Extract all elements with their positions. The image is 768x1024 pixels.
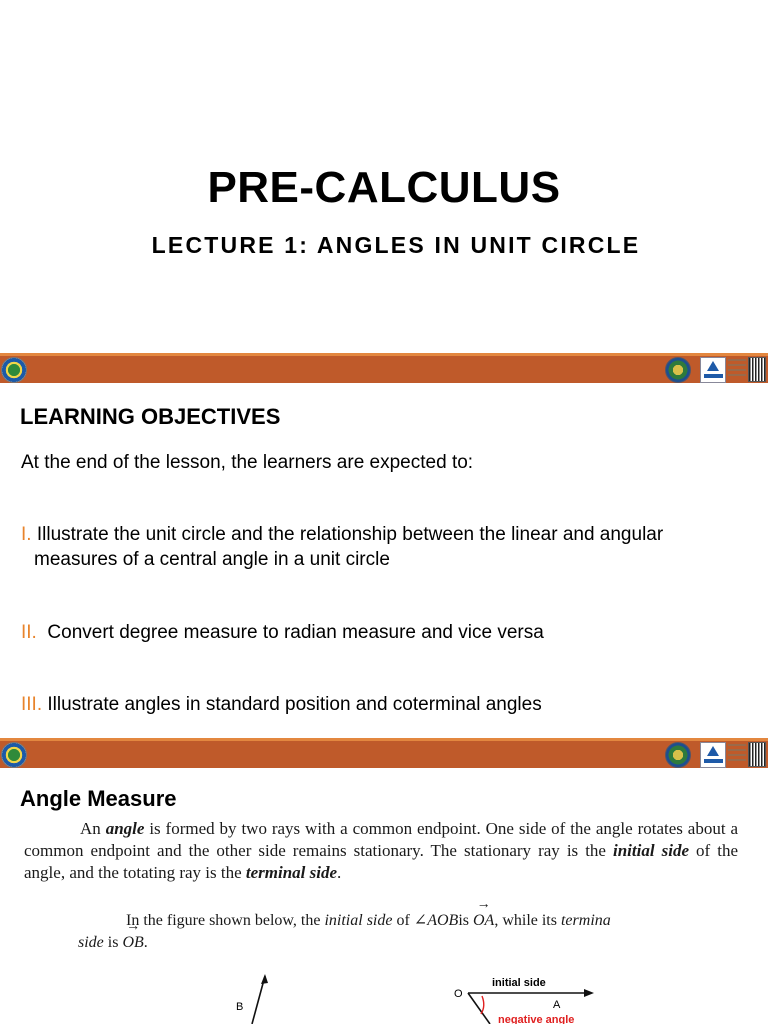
title-slide — [0, 0, 768, 352]
partner-seal-icon — [665, 742, 691, 768]
objective-numeral: III. — [21, 694, 43, 715]
certification-text-icon — [728, 359, 746, 381]
initial-ray-arrowhead — [584, 989, 594, 997]
school-seal-icon — [1, 357, 27, 383]
objective-numeral: II. — [21, 622, 37, 643]
slide-header-band — [0, 353, 768, 383]
figure-description-continued: side is → OB. — [78, 932, 718, 954]
ray-arrowhead — [261, 974, 268, 984]
objective-item — [21, 522, 761, 572]
negative-angle-label: negative angle — [498, 1014, 575, 1024]
partner-seal-icon — [665, 357, 691, 383]
qr-code-icon — [748, 357, 766, 382]
negative-angle-figure — [448, 972, 608, 1024]
positive-angle-figure — [230, 972, 280, 1024]
objectives-heading: LEARNING OBJECTIVES — [20, 404, 281, 429]
objective-item — [21, 620, 761, 645]
lecture-subtitle: LECTURE 1: ANGLES IN UNIT CIRCLE — [151, 232, 641, 258]
label-b: B — [236, 1001, 244, 1013]
angle-measure-heading: Angle Measure — [20, 786, 177, 811]
objective-text-continued: measures of a central angle in a unit circle — [34, 549, 390, 570]
objective-text: Convert degree measure to radian measure and vice versa — [36, 622, 544, 643]
slide-header-band — [0, 738, 768, 768]
initial-side-label: initial side — [492, 977, 546, 989]
objective-numeral: I. — [21, 524, 32, 545]
page-title: PRE-CALCULUS — [207, 163, 561, 212]
qr-code-icon — [748, 742, 766, 767]
objectives-intro: At the end of the lesson, the learners are expected to: — [21, 452, 474, 473]
certification-logo-icon — [700, 742, 726, 768]
angle-definition-paragraph: An angle is formed by two rays with a common endpoint. One side of the angle rotates about a common endpoint and the other side remains stationary. The stationary ray is the initial side of the angle, and the totating ray is the terminal side. — [24, 819, 738, 882]
school-seal-icon — [1, 742, 27, 768]
objective-text: Illustrate the unit circle and the relationship between the linear and angular — [31, 524, 664, 545]
objective-item — [21, 692, 761, 717]
objective-text: Illustrate angles in standard position and coterminal angles — [42, 694, 542, 715]
figure-description-paragraph: In the figure shown below, the initial side of ∠AOBis → OA, while its termina — [78, 910, 718, 932]
certification-logo-icon — [700, 357, 726, 383]
label-a: A — [553, 999, 561, 1011]
terminal-ray — [468, 993, 490, 1024]
certification-text-icon — [728, 744, 746, 766]
label-o: O — [454, 988, 463, 1000]
